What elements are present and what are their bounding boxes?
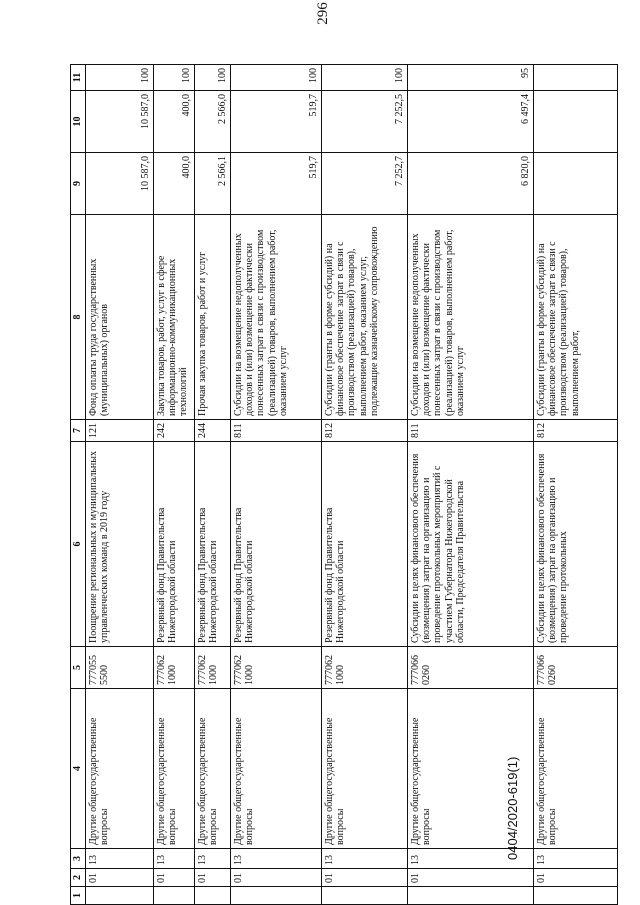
row-cell-9: 400,0 <box>154 153 195 215</box>
table-row <box>534 65 618 905</box>
column-header-3: 3 <box>71 849 86 869</box>
row-cell-2: 01 <box>534 869 618 887</box>
row-cell-7: 812 <box>322 420 408 442</box>
row-cell-6: Поощрение региональных и муниципальных управленческих команд в 2019 году <box>86 442 154 647</box>
row-cell-8: Прочая закупка товаров, работ и услуг <box>195 215 231 420</box>
row-cell-10: 400,0 <box>154 91 195 153</box>
row-cell-7: 811 <box>231 420 322 442</box>
row-cell-1 <box>231 887 322 905</box>
row-cell-2: 01 <box>408 869 534 887</box>
column-header-10: 10 <box>71 91 86 153</box>
row-cell-9: 7 252,7 <box>322 153 408 215</box>
row-cell-2: 01 <box>154 869 195 887</box>
row-cell-4: Другие общегосударственные вопросы <box>195 689 231 849</box>
row-cell-5: 777062 1000 <box>231 647 322 689</box>
table-row <box>231 65 322 905</box>
row-cell-4: Другие общегосударственные вопросы <box>408 689 534 849</box>
table-row <box>86 65 154 905</box>
row-cell-7: 812 <box>534 420 618 442</box>
column-header-2: 2 <box>71 869 86 887</box>
row-cell-8: Субсидии (гранты в форме субсидий) на финансовое обеспечение затрат в связи с производством (реализацией) товаров), выполнением работ, оказанием услуг, подлежащие казначейскому сопровождению <box>322 215 408 420</box>
column-header-5: 5 <box>71 647 86 689</box>
row-cell-9: 519,7 <box>231 153 322 215</box>
table-row <box>408 65 534 905</box>
row-cell-5: 777055 5500 <box>86 647 154 689</box>
row-cell-4: Другие общегосударственные вопросы <box>86 689 154 849</box>
table-row <box>195 65 231 905</box>
row-cell-3: 13 <box>86 849 154 869</box>
column-header-7: 7 <box>71 420 86 442</box>
column-header-1: 1 <box>71 887 86 905</box>
document-code: 0404/2020-619(1) <box>505 756 520 860</box>
table-row <box>154 65 195 905</box>
row-cell-7: 121 <box>86 420 154 442</box>
row-cell-6: Резервный фонд Правительства Нижегородской области <box>195 442 231 647</box>
row-cell-9: 2 566,1 <box>195 153 231 215</box>
row-cell-11: 95 <box>408 65 534 91</box>
row-cell-6: Субсидии в целях финансового обеспечения (возмещения) затрат на организацию и проведение протокольных <box>534 442 618 647</box>
row-cell-4: Другие общегосударственные вопросы <box>534 689 618 849</box>
row-cell-10: 2 566,0 <box>195 91 231 153</box>
row-cell-2: 01 <box>86 869 154 887</box>
table-row <box>322 65 408 905</box>
row-cell-11: 100 <box>231 65 322 91</box>
row-cell-6: Резервный фонд Правительства Нижегородской области <box>154 442 195 647</box>
row-cell-4: Другие общегосударственные вопросы <box>231 689 322 849</box>
row-cell-4: Другие общегосударственные вопросы <box>322 689 408 849</box>
row-cell-2: 01 <box>322 869 408 887</box>
row-cell-10: 6 497,4 <box>408 91 534 153</box>
row-cell-1 <box>195 887 231 905</box>
row-cell-10 <box>534 91 618 153</box>
row-cell-10: 10 587,0 <box>86 91 154 153</box>
row-cell-1 <box>154 887 195 905</box>
row-cell-5: 777066 0260 <box>534 647 618 689</box>
row-cell-5: 777066 0260 <box>408 647 534 689</box>
row-cell-9 <box>534 153 618 215</box>
row-cell-1 <box>534 887 618 905</box>
row-cell-8: Субсидии на возмещение недополученных доходов и (или) возмещение фактически понесенных затрат в связи с производством (реализацией) товаров, выполнением работ, оказанием услуг <box>408 215 534 420</box>
row-cell-5: 777062 1000 <box>195 647 231 689</box>
row-cell-7: 811 <box>408 420 534 442</box>
row-cell-2: 01 <box>195 869 231 887</box>
column-header-9: 9 <box>71 153 86 215</box>
column-header-11: 11 <box>71 65 86 91</box>
row-cell-8: Субсидии (гранты в форме субсидий) на финансовое обеспечение затрат в связи с производством (реализацией) товаров), выполнением работ, <box>534 215 618 420</box>
row-cell-11: 100 <box>154 65 195 91</box>
row-cell-11: 100 <box>195 65 231 91</box>
row-cell-7: 244 <box>195 420 231 442</box>
row-cell-3: 13 <box>231 849 322 869</box>
row-cell-1 <box>408 887 534 905</box>
row-cell-5: 777062 1000 <box>322 647 408 689</box>
row-cell-3: 13 <box>534 849 618 869</box>
row-cell-9: 10 587,0 <box>86 153 154 215</box>
row-cell-10: 519,7 <box>231 91 322 153</box>
row-cell-8: Закупка товаров, работ, услуг в сфере информационно-коммуникационных технологий <box>154 215 195 420</box>
row-cell-4: Другие общегосударственные вопросы <box>154 689 195 849</box>
page-number: 296 <box>314 2 331 25</box>
rotated-table-container <box>70 65 615 905</box>
rotated-table-wrapper <box>70 0 615 905</box>
row-cell-7: 242 <box>154 420 195 442</box>
row-cell-11: 100 <box>86 65 154 91</box>
row-cell-6: Резервный фонд Правительства Нижегородской области <box>322 442 408 647</box>
row-cell-10: 7 252,5 <box>322 91 408 153</box>
row-cell-2: 01 <box>231 869 322 887</box>
row-cell-3: 13 <box>322 849 408 869</box>
row-cell-3: 13 <box>154 849 195 869</box>
row-cell-11: 100 <box>322 65 408 91</box>
row-cell-9: 6 820,0 <box>408 153 534 215</box>
column-header-4: 4 <box>71 689 86 849</box>
row-cell-3: 13 <box>195 849 231 869</box>
row-cell-5: 777062 1000 <box>154 647 195 689</box>
table-header-row <box>71 65 86 905</box>
row-cell-11 <box>534 65 618 91</box>
column-header-6: 6 <box>71 442 86 647</box>
row-cell-3: 13 <box>408 849 534 869</box>
row-cell-1 <box>322 887 408 905</box>
row-cell-8: Фонд оплаты труда государственных (муниципальных) органов <box>86 215 154 420</box>
column-header-8: 8 <box>71 215 86 420</box>
row-cell-1 <box>86 887 154 905</box>
row-cell-6: Субсидии в целях финансового обеспечения (возмещения) затрат на организацию и проведение протокольных мероприятий с участием Губернатора Нижегородской области, Председателя Правительства <box>408 442 534 647</box>
row-cell-6: Резервный фонд Правительства Нижегородской области <box>231 442 322 647</box>
budget-table <box>70 64 618 905</box>
row-cell-8: Субсидии на возмещение недополученных доходов и (или) возмещение фактически понесенных затрат в связи с производством (реализацией) товаров, выполнением работ, оказанием услуг <box>231 215 322 420</box>
